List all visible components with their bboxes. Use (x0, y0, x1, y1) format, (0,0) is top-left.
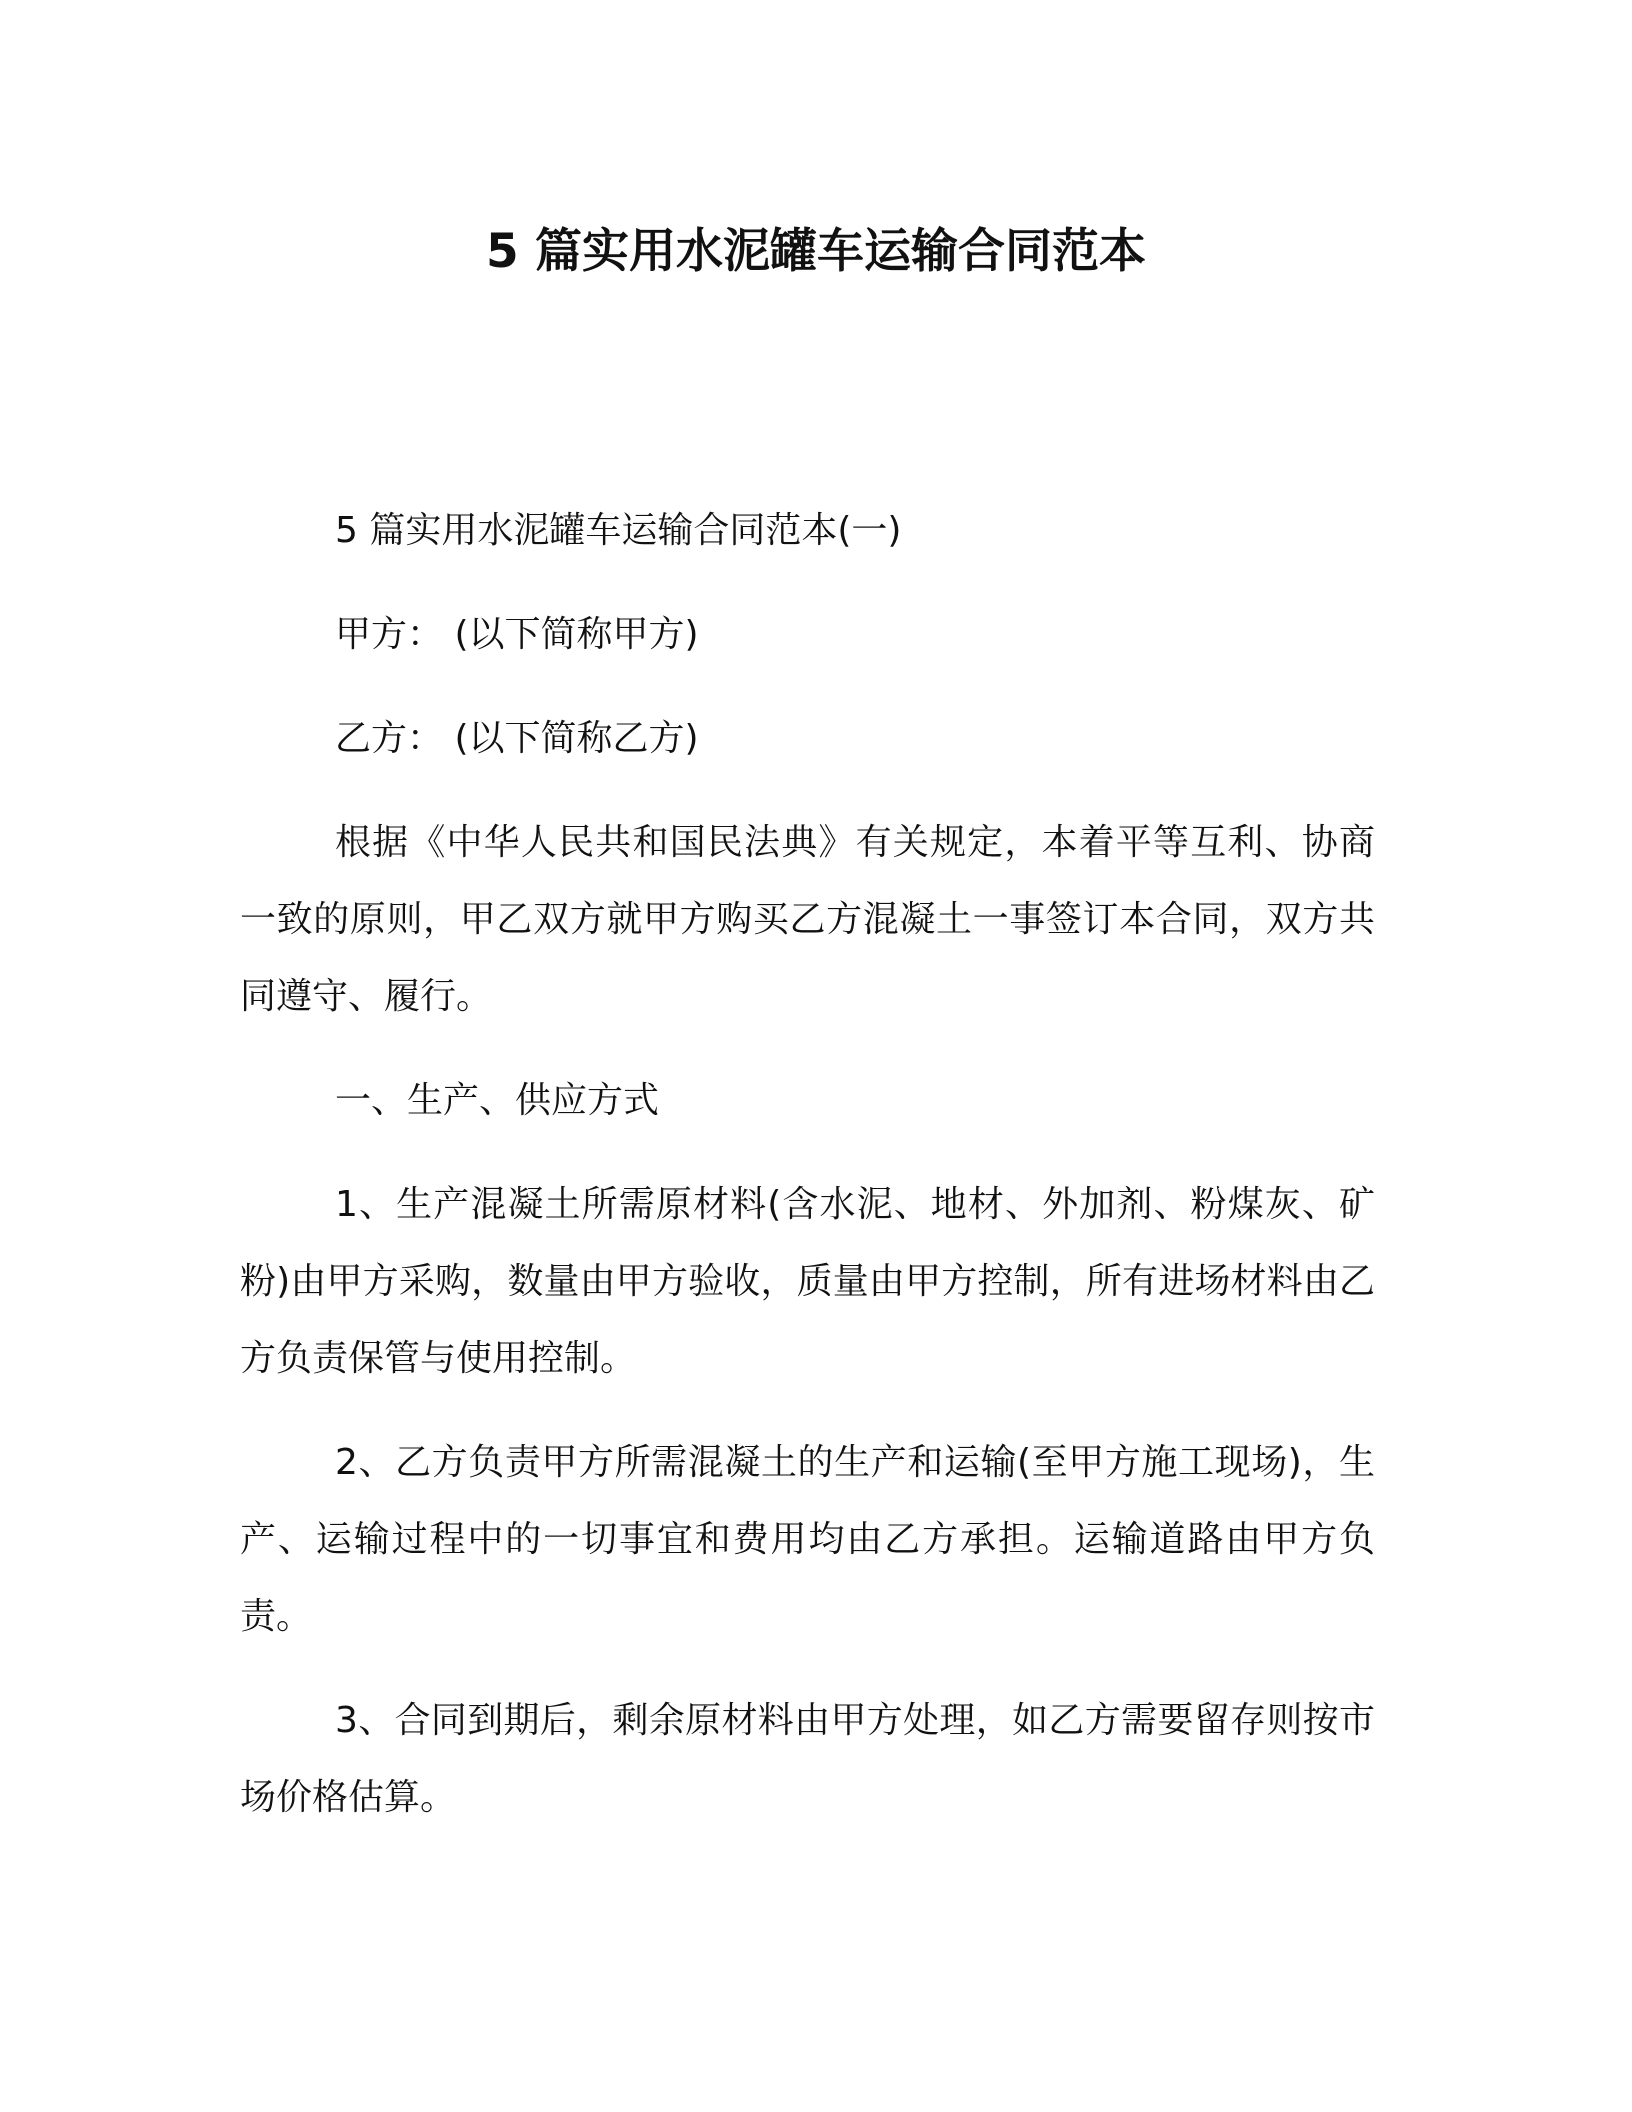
document-title: 5 篇实用水泥罐车运输合同范本 (485, 224, 1147, 279)
contract-subtitle: 5 篇实用水泥罐车运输合同范本(一) (335, 510, 902, 551)
clause-2: 2、乙方负责甲方所需混凝土的生产和运输(至甲方施工现场)，生产、运输过程中的一切事宜和费用均由乙方承担。运输道路由甲方负责。 (240, 1442, 1375, 1637)
clause-1: 1、生产混凝土所需原材料(含水泥、地材、外加剂、粉煤灰、矿粉)由甲方采购，数量由甲方验收，质量由甲方控制，所有进场材料由乙方负责保管与使用控制。 (240, 1184, 1375, 1379)
document-body (240, 492, 1375, 1836)
clause-3: 3、合同到期后，剩余原材料由甲方处理，如乙方需要留存则按市场价格估算。 (240, 1700, 1375, 1818)
section-heading: 一、生产、供应方式 (335, 1080, 660, 1121)
party-b-line: 乙方： (以下简称乙方) (335, 718, 699, 759)
party-a-line: 甲方： (以下简称甲方) (335, 614, 699, 655)
preamble-paragraph: 根据《中华人民共和国民法典》有关规定，本着平等互利、协商一致的原则，甲乙双方就甲方购买乙方混凝土一事签订本合同，双方共同遵守、履行。 (240, 822, 1375, 1017)
